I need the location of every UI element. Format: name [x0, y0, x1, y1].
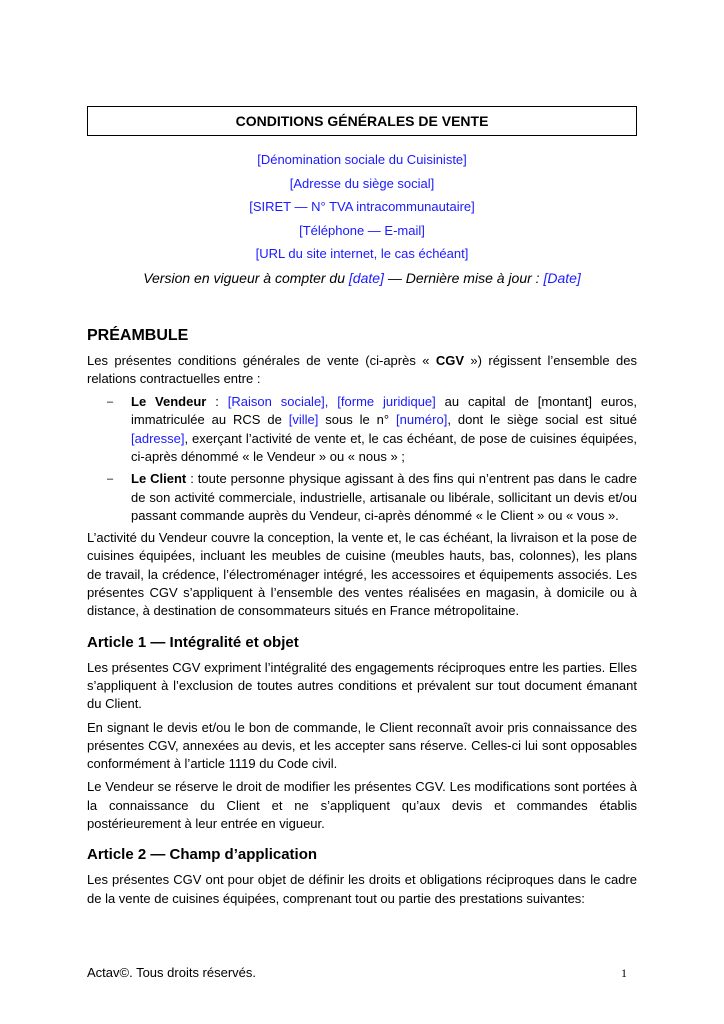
activity-paragraph: L’activité du Vendeur couvre la conception, la vente et, le cas échéant, la livraison et la pose de cuisines équipées, incluant les meubles de cuisine (meubles hauts, bas, colonnes), les plans de travail, la crédence, l’électroménager intégré, les accessoires et équipements associés. Les présentes CGV s’appliquent à l’ensemble des ventes réalisées en magasin, à domicile ou à distance, à destination de consommateurs situés en France métropolitaine. — [87, 530, 637, 619]
url-placeholder: [URL du site internet, le cas échéant] — [255, 246, 469, 261]
preambule-heading: PRÉAMBULE — [87, 326, 189, 344]
version-mid: — Dernière mise à jour : — [383, 269, 544, 286]
parties-list — [87, 393, 637, 525]
article-2-heading: Article 2 — Champ d’application — [87, 846, 318, 864]
client-text: : toute personne physique agissant à des fins qui n’entrent pas dans le cadre de son activité commerciale, industrielle, artisanale ou libérale, sollicitant un devis et/ou passant commande auprès du Vendeur, ci-après dénommé « le Client » ou « vous ». — [131, 471, 637, 523]
list-item-client — [87, 470, 637, 525]
contact-placeholder: [Téléphone — E-mail] — [299, 222, 425, 238]
article-1-heading: Article 1 — Intégralité et objet — [87, 633, 299, 651]
version-prefix: Version en vigueur à compter du — [143, 269, 349, 286]
update-date: [Date] — [543, 269, 581, 286]
vendeur-placeholder-3: [numéro] — [396, 412, 448, 428]
vendeur-text-4: , dont le siège social est situé — [447, 412, 637, 428]
vendeur-text-2: au capital de [montant] euros, immatriculée au RCS de — [131, 394, 638, 428]
vendeur-placeholder-1: [Raison sociale], [forme juridique] — [227, 394, 436, 410]
dash-bullet-icon: – — [107, 396, 114, 409]
vendeur-placeholder-4: [adresse] — [131, 430, 185, 446]
intro-bold: CGV — [435, 352, 465, 368]
article-1-paragraph: En signant le devis et/ou le bon de commande, le Client reconnaît avoir pris connaissance des présentes CGV, annexées au devis, et les accepter sans réserve. Celles-ci lui sont opposables conformément à l’article 1119 du Code civil. — [87, 719, 637, 772]
intro-end: ») régissent l’ensemble des relations contractuelles entre : — [87, 352, 637, 386]
company-header — [87, 148, 637, 266]
version-date: [date] — [348, 269, 384, 286]
vendeur-text-5: , exerçant l’activité de vente et, le cas échéant, de pose de cuisines équipées, ci-après dénommé « le Vendeur » ou « nous » ; — [131, 430, 637, 464]
version-line — [87, 268, 637, 288]
article-1-paragraph: Les présentes CGV expriment l’intégralité des engagements réciproques entre les parties. Elles s’appliquent à l’exclusion de toutes autres conditions et prévalent sur tout document émanant du Client. — [87, 659, 637, 712]
document-title: CONDITIONS GÉNÉRALES DE VENTE — [87, 106, 637, 136]
page-number: 1 — [621, 966, 627, 980]
vendeur-text-1: : — [206, 394, 228, 410]
article-2-paragraph: Les présentes CGV ont pour objet de définir les droits et obligations réciproques dans le cadre de la vente de cuisines équipées, comprenant tout ou partie des prestations suivantes: — [87, 872, 637, 906]
intro-start: Les présentes conditions générales de vente (ci-après « — [87, 352, 436, 368]
vendeur-placeholder-2: [ville] — [288, 412, 319, 428]
preambule-intro — [87, 352, 637, 389]
vendeur-text-3: sous le n° — [318, 412, 397, 428]
siret-placeholder: [SIRET — N° TVA intracommunautaire] — [249, 199, 475, 214]
company-name-placeholder: [Dénomination sociale du Cuisiniste] — [257, 152, 467, 167]
list-item-vendeur — [87, 393, 637, 466]
article-1-paragraph: Le Vendeur se réserve le droit de modifier les présentes CGV. Les modifications sont portées à la connaissance du Client et ne s’appliquent qu’aux devis et commandes établis postérieurement à leur entrée en vigueur. — [87, 779, 637, 832]
footer-copyright: Actav©. Tous droits réservés. — [87, 965, 257, 980]
client-label: Le Client — [131, 471, 187, 487]
document-page — [87, 106, 637, 913]
address-placeholder: [Adresse du siège social] — [289, 175, 435, 191]
vendeur-label: Le Vendeur — [131, 394, 207, 410]
dash-bullet-icon: – — [107, 473, 114, 486]
